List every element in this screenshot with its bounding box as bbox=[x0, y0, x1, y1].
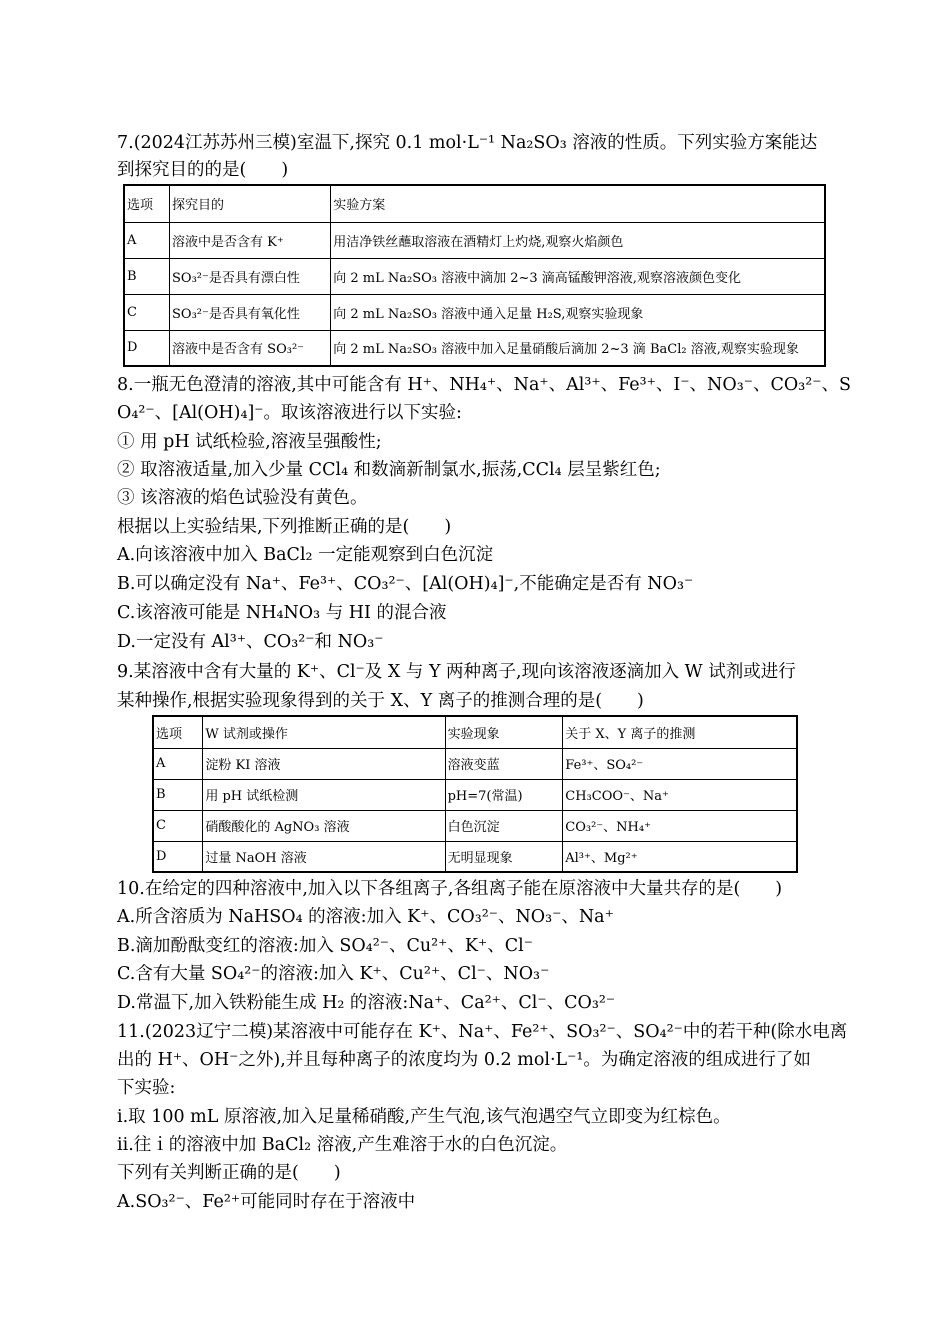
table-cell: 硝酸酸化的 AgNO₃ 溶液 bbox=[203, 810, 445, 841]
q11-option-a: A.SO₃²⁻、Fe²⁺可能同时存在于溶液中 bbox=[117, 1192, 416, 1212]
header-cell: 实验现象 bbox=[445, 716, 563, 748]
table-cell: CH₃COO⁻、Na⁺ bbox=[563, 779, 797, 810]
q7-stem-line2: 到探究目的的是( ) bbox=[117, 160, 289, 180]
q8-step-1: ① 用 pH 试纸检验,溶液呈强酸性; bbox=[117, 432, 382, 452]
table-cell: 向 2 mL Na₂SO₃ 溶液中加入足量硝酸后滴加 2~3 滴 BaCl₂ 溶液,观察实验现象 bbox=[331, 330, 825, 366]
table-cell: 向 2 mL Na₂SO₃ 溶液中滴加 2~3 滴高锰酸钾溶液,观察溶液颜色变化 bbox=[331, 258, 825, 294]
q9-stem-line2: 某种操作,根据实验现象得到的关于 X、Y 离子的推测合理的是( ) bbox=[117, 691, 644, 711]
table-cell: A bbox=[153, 748, 203, 779]
table-cell: C bbox=[153, 810, 203, 841]
table-cell: 无明显现象 bbox=[445, 841, 563, 872]
header-cell: 选项 bbox=[153, 716, 203, 748]
table-cell: 溶液变蓝 bbox=[445, 748, 563, 779]
table-cell: pH=7(常温) bbox=[445, 779, 563, 810]
q8-option-b: B.可以确定没有 Na⁺、Fe³⁺、CO₃²⁻、[Al(OH)₄]⁻,不能确定是否有 NO₃⁻ bbox=[117, 574, 694, 594]
q8-option-c: C.该溶液可能是 NH₄NO₃ 与 HI 的混合液 bbox=[117, 603, 447, 623]
header-cell: 选项 bbox=[124, 185, 170, 222]
q10-option-b: B.滴加酚酞变红的溶液:加入 SO₄²⁻、Cu²⁺、K⁺、Cl⁻ bbox=[117, 936, 533, 956]
table-cell: 向 2 mL Na₂SO₃ 溶液中通入足量 H₂S,观察实验现象 bbox=[331, 294, 825, 330]
table-cell: C bbox=[124, 294, 170, 330]
q11-step-1: i.取 100 mL 原溶液,加入足量稀硝酸,产生气泡,该气泡遇空气立即变为红棕色。 bbox=[117, 1107, 731, 1127]
q10-option-c: C.含有大量 SO₄²⁻的溶液:加入 K⁺、Cu²⁺、Cl⁻、NO₃⁻ bbox=[117, 964, 550, 984]
table-cell: SO₃²⁻是否具有氧化性 bbox=[170, 294, 331, 330]
table-row bbox=[124, 330, 825, 366]
table-cell: B bbox=[153, 779, 203, 810]
q10-option-a: A.所含溶质为 NaHSO₄ 的溶液:加入 K⁺、CO₃²⁻、NO₃⁻、Na⁺ bbox=[117, 907, 614, 927]
table-header-row bbox=[124, 185, 825, 222]
q8-stem-line2: O₄²⁻、[Al(OH)₄]⁻。取该溶液进行以下实验: bbox=[117, 403, 462, 423]
q10-stem: 10.在给定的四种溶液中,加入以下各组离子,各组离子能在原溶液中大量共存的是( ) bbox=[117, 879, 783, 899]
table-row bbox=[153, 841, 797, 872]
table-row bbox=[153, 748, 797, 779]
q11-stem-line1: 11.(2023辽宁二模)某溶液中可能存在 K⁺、Na⁺、Fe²⁺、SO₃²⁻、SO₄²⁻中的若干种(除水电离 bbox=[117, 1022, 848, 1042]
table-row bbox=[153, 779, 797, 810]
table-cell: 淀粉 KI 溶液 bbox=[203, 748, 445, 779]
q8-option-a: A.向该溶液中加入 BaCl₂ 一定能观察到白色沉淀 bbox=[117, 545, 494, 565]
table-cell: Al³⁺、Mg²⁺ bbox=[563, 841, 797, 872]
q11-stem-line3: 下实验: bbox=[117, 1078, 176, 1098]
q7-table bbox=[123, 184, 826, 367]
table-cell: 用 pH 试纸检测 bbox=[203, 779, 445, 810]
table-cell: B bbox=[124, 258, 170, 294]
header-cell: 实验方案 bbox=[331, 185, 825, 222]
q9-stem-line1: 9.某溶液中含有大量的 K⁺、Cl⁻及 X 与 Y 两种离子,现向该溶液逐滴加入 W 试剂或进行 bbox=[117, 662, 796, 682]
header-cell: 关于 X、Y 离子的推测 bbox=[563, 716, 797, 748]
table-cell: SO₃²⁻是否具有漂白性 bbox=[170, 258, 331, 294]
q8-option-d: D.一定没有 Al³⁺、CO₃²⁻和 NO₃⁻ bbox=[117, 632, 384, 652]
header-cell: 探究目的 bbox=[170, 185, 331, 222]
table-cell: Fe³⁺、SO₄²⁻ bbox=[563, 748, 797, 779]
q9-table bbox=[152, 715, 798, 873]
q11-stem-line2: 出的 H⁺、OH⁻之外),并且每种离子的浓度均为 0.2 mol·L⁻¹。为确定溶液的组成进行了如 bbox=[117, 1050, 811, 1070]
q8-stem-line1: 8.一瓶无色澄清的溶液,其中可能含有 H⁺、NH₄⁺、Na⁺、Al³⁺、Fe³⁺、I⁻、NO₃⁻、CO₃²⁻、S bbox=[117, 375, 851, 395]
table-cell: D bbox=[124, 330, 170, 366]
table-cell: 溶液中是否含有 SO₃²⁻ bbox=[170, 330, 331, 366]
table-row bbox=[153, 810, 797, 841]
table-cell: 溶液中是否含有 K⁺ bbox=[170, 222, 331, 258]
table-cell: 用洁净铁丝蘸取溶液在酒精灯上灼烧,观察火焰颜色 bbox=[331, 222, 825, 258]
table-row bbox=[124, 258, 825, 294]
q8-step-2: ② 取溶液适量,加入少量 CCl₄ 和数滴新制氯水,振荡,CCl₄ 层呈紫红色; bbox=[117, 460, 661, 480]
table-header-row bbox=[153, 716, 797, 748]
q10-option-d: D.常温下,加入铁粉能生成 H₂ 的溶液:Na⁺、Ca²⁺、Cl⁻、CO₃²⁻ bbox=[117, 993, 616, 1013]
table-cell: 白色沉淀 bbox=[445, 810, 563, 841]
table-row bbox=[124, 294, 825, 330]
q7-stem-line1: 7.(2024江苏苏州三模)室温下,探究 0.1 mol·L⁻¹ Na₂SO₃ 溶液的性质。下列实验方案能达 bbox=[117, 133, 818, 153]
table-cell: 过量 NaOH 溶液 bbox=[203, 841, 445, 872]
table-cell: A bbox=[124, 222, 170, 258]
q11-step-2: ii.往ｉ的溶液中加 BaCl₂ 溶液,产生难溶于水的白色沉淀。 bbox=[117, 1135, 568, 1155]
q8-prompt: 根据以上实验结果,下列推断正确的是( ) bbox=[117, 517, 452, 537]
table-cell: CO₃²⁻、NH₄⁺ bbox=[563, 810, 797, 841]
table-row bbox=[124, 222, 825, 258]
q11-prompt: 下列有关判断正确的是( ) bbox=[117, 1163, 341, 1183]
header-cell: W 试剂或操作 bbox=[203, 716, 445, 748]
table-cell: D bbox=[153, 841, 203, 872]
q8-step-3: ③ 该溶液的焰色试验没有黄色。 bbox=[117, 488, 368, 508]
